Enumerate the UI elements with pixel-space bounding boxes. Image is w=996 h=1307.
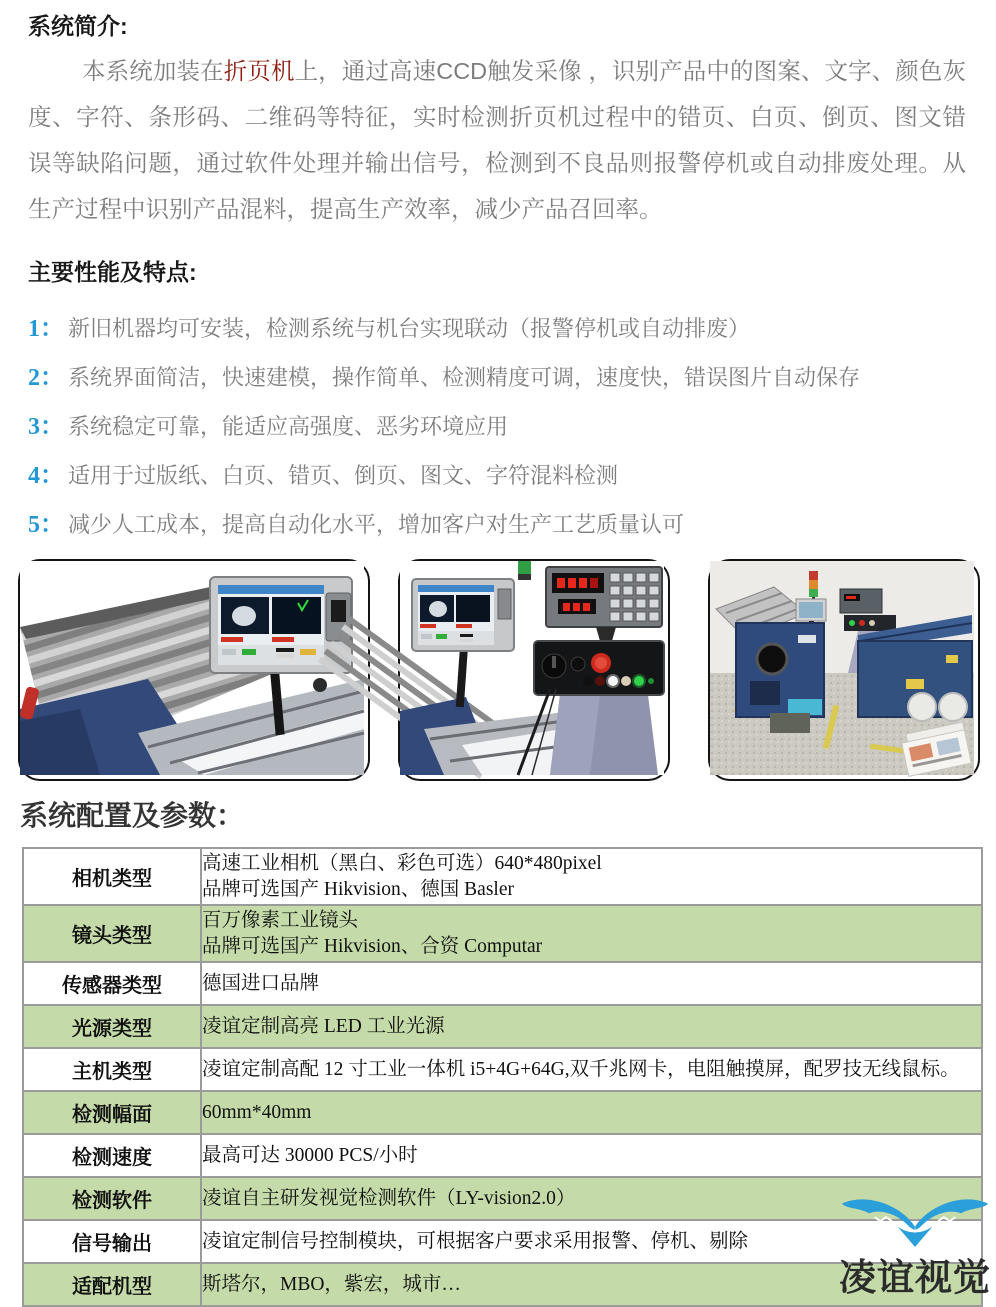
- spec-value: [201, 905, 982, 962]
- intro-paragraph: [28, 48, 966, 232]
- feature-text: 系统界面简洁，快速建模，操作简单、检测精度可调，速度快，错误图片自动保存: [68, 365, 861, 390]
- feature-text: 适用于过版纸、白页、错页、倒页、图文、字符混料检测: [68, 463, 619, 488]
- company-logo-text: 凌谊视觉: [839, 1257, 991, 1298]
- spec-value-line: 斯塔尔，MBO，紫宏，城市…: [202, 1273, 461, 1295]
- feature-number: 5：: [28, 512, 64, 538]
- vision-monitor-2: [412, 579, 514, 651]
- spec-label: 检测速度: [23, 1134, 201, 1177]
- feature-text: 新旧机器均可安装，检测系统与机台实现联动（报警停机或自动排废）: [68, 316, 751, 341]
- company-logo: [838, 1194, 992, 1301]
- feature-item: [28, 412, 996, 442]
- control-panel: [534, 641, 664, 695]
- roller-wheel: [908, 693, 936, 721]
- spec-row: [23, 1005, 982, 1048]
- signal-lamp-green: [518, 561, 531, 576]
- feature-item: [28, 314, 996, 344]
- spec-value-line: 凌谊定制高亮 LED 工业光源: [202, 1015, 445, 1037]
- spec-label: 相机类型: [23, 848, 201, 905]
- intro-text-before: 本系统加装在: [82, 58, 224, 84]
- spec-value-line: 高速工业相机（黑白、彩色可选）640*480pixel: [202, 852, 602, 874]
- spec-label: 检测幅面: [23, 1091, 201, 1134]
- feature-item: [28, 510, 996, 540]
- feature-number: 3：: [28, 414, 64, 440]
- features-heading: 主要性能及特点:: [28, 259, 197, 285]
- spec-value-line: 凌谊定制高配 12 寸工业一体机 i5+4G+64G,双千兆网卡，电阻触摸屏，配罗技无线鼠标。: [202, 1058, 960, 1080]
- feature-text: 减少人工成本，提高自动化水平，增加客户对生产工艺质量认可: [68, 512, 685, 537]
- spec-value: [201, 1048, 982, 1091]
- roller-wheel: [939, 693, 967, 721]
- spec-label: 镜头类型: [23, 905, 201, 962]
- feature-number: 2：: [28, 365, 64, 391]
- feature-item: [28, 461, 996, 491]
- intro-heading: 系统简介:: [28, 13, 128, 39]
- spec-label: 信号输出: [23, 1220, 201, 1263]
- left-machine-module: [736, 623, 824, 733]
- spec-row: [23, 905, 982, 962]
- machine-photo-1: [20, 561, 364, 775]
- spec-row: [23, 1048, 982, 1091]
- spec-row: [23, 1091, 982, 1134]
- spec-value-line: 60mm*40mm: [202, 1101, 312, 1123]
- spec-value-line: 百万像素工业镜头: [202, 909, 359, 931]
- photo-frame-3: [708, 559, 980, 781]
- machine-photo-3: [710, 561, 974, 775]
- specs-heading: 系统配置及参数：: [20, 801, 245, 832]
- spec-label: 检测软件: [23, 1177, 201, 1220]
- feature-item: [28, 363, 996, 393]
- wings-bird-logo-icon: [838, 1194, 992, 1248]
- intro-highlight-red: 折页机: [223, 58, 295, 84]
- spec-value: [201, 1091, 982, 1134]
- photo-frame-2: [398, 559, 670, 781]
- spec-label: 传感器类型: [23, 962, 201, 1005]
- spec-value: [201, 1005, 982, 1048]
- page: [0, 10, 996, 1298]
- spec-value-line: 最高可达 30000 PCS/小时: [202, 1144, 418, 1166]
- machine-photo-2: [400, 561, 664, 775]
- spec-row: [23, 1134, 982, 1177]
- spec-value-line: 品牌可选国产 Hikvision、合资 Computar: [202, 935, 543, 957]
- spec-value-line: 凌谊自主研发视觉检测软件（LY-vision2.0）: [202, 1187, 576, 1209]
- spec-label: 主机类型: [23, 1048, 201, 1091]
- spec-label: 光源类型: [23, 1005, 201, 1048]
- spec-row: [23, 962, 982, 1005]
- intro-text-after: 上，通过高速CCD触发采像 ，识别产品中的图案、文字、颜色灰度、字符、条形码、二维码等特征，实时检测折页机过程中的错页、白页、倒页、图文错误等缺陷问题，通过软件处理并输出信号，检测到不良品则报警停机或自动排废处理。从生产过程中识别产品混料，提高生产效率，减少产品召回率。: [28, 58, 967, 222]
- spec-value-line: 德国进口品牌: [202, 972, 320, 994]
- spec-value-line: 凌谊定制信号控制模块，可根据客户要求采用报警、停机、剔除: [202, 1230, 749, 1252]
- spec-value-line: 品牌可选国产 Hikvision、德国 Basler: [202, 878, 514, 900]
- spec-value: [201, 962, 982, 1005]
- feature-number: 4：: [28, 463, 64, 489]
- feature-number: 1：: [28, 316, 64, 342]
- blue-tote: [788, 699, 822, 715]
- spec-value: [201, 1134, 982, 1177]
- features-list: [28, 314, 996, 540]
- spec-value: [201, 848, 982, 905]
- spec-label: 适配机型: [23, 1263, 201, 1306]
- photos-row: [18, 559, 996, 781]
- spec-row: [23, 848, 982, 905]
- photo-frame-1: [18, 559, 370, 781]
- feature-text: 系统稳定可靠，能适应高强度、恶劣环境应用: [68, 414, 509, 439]
